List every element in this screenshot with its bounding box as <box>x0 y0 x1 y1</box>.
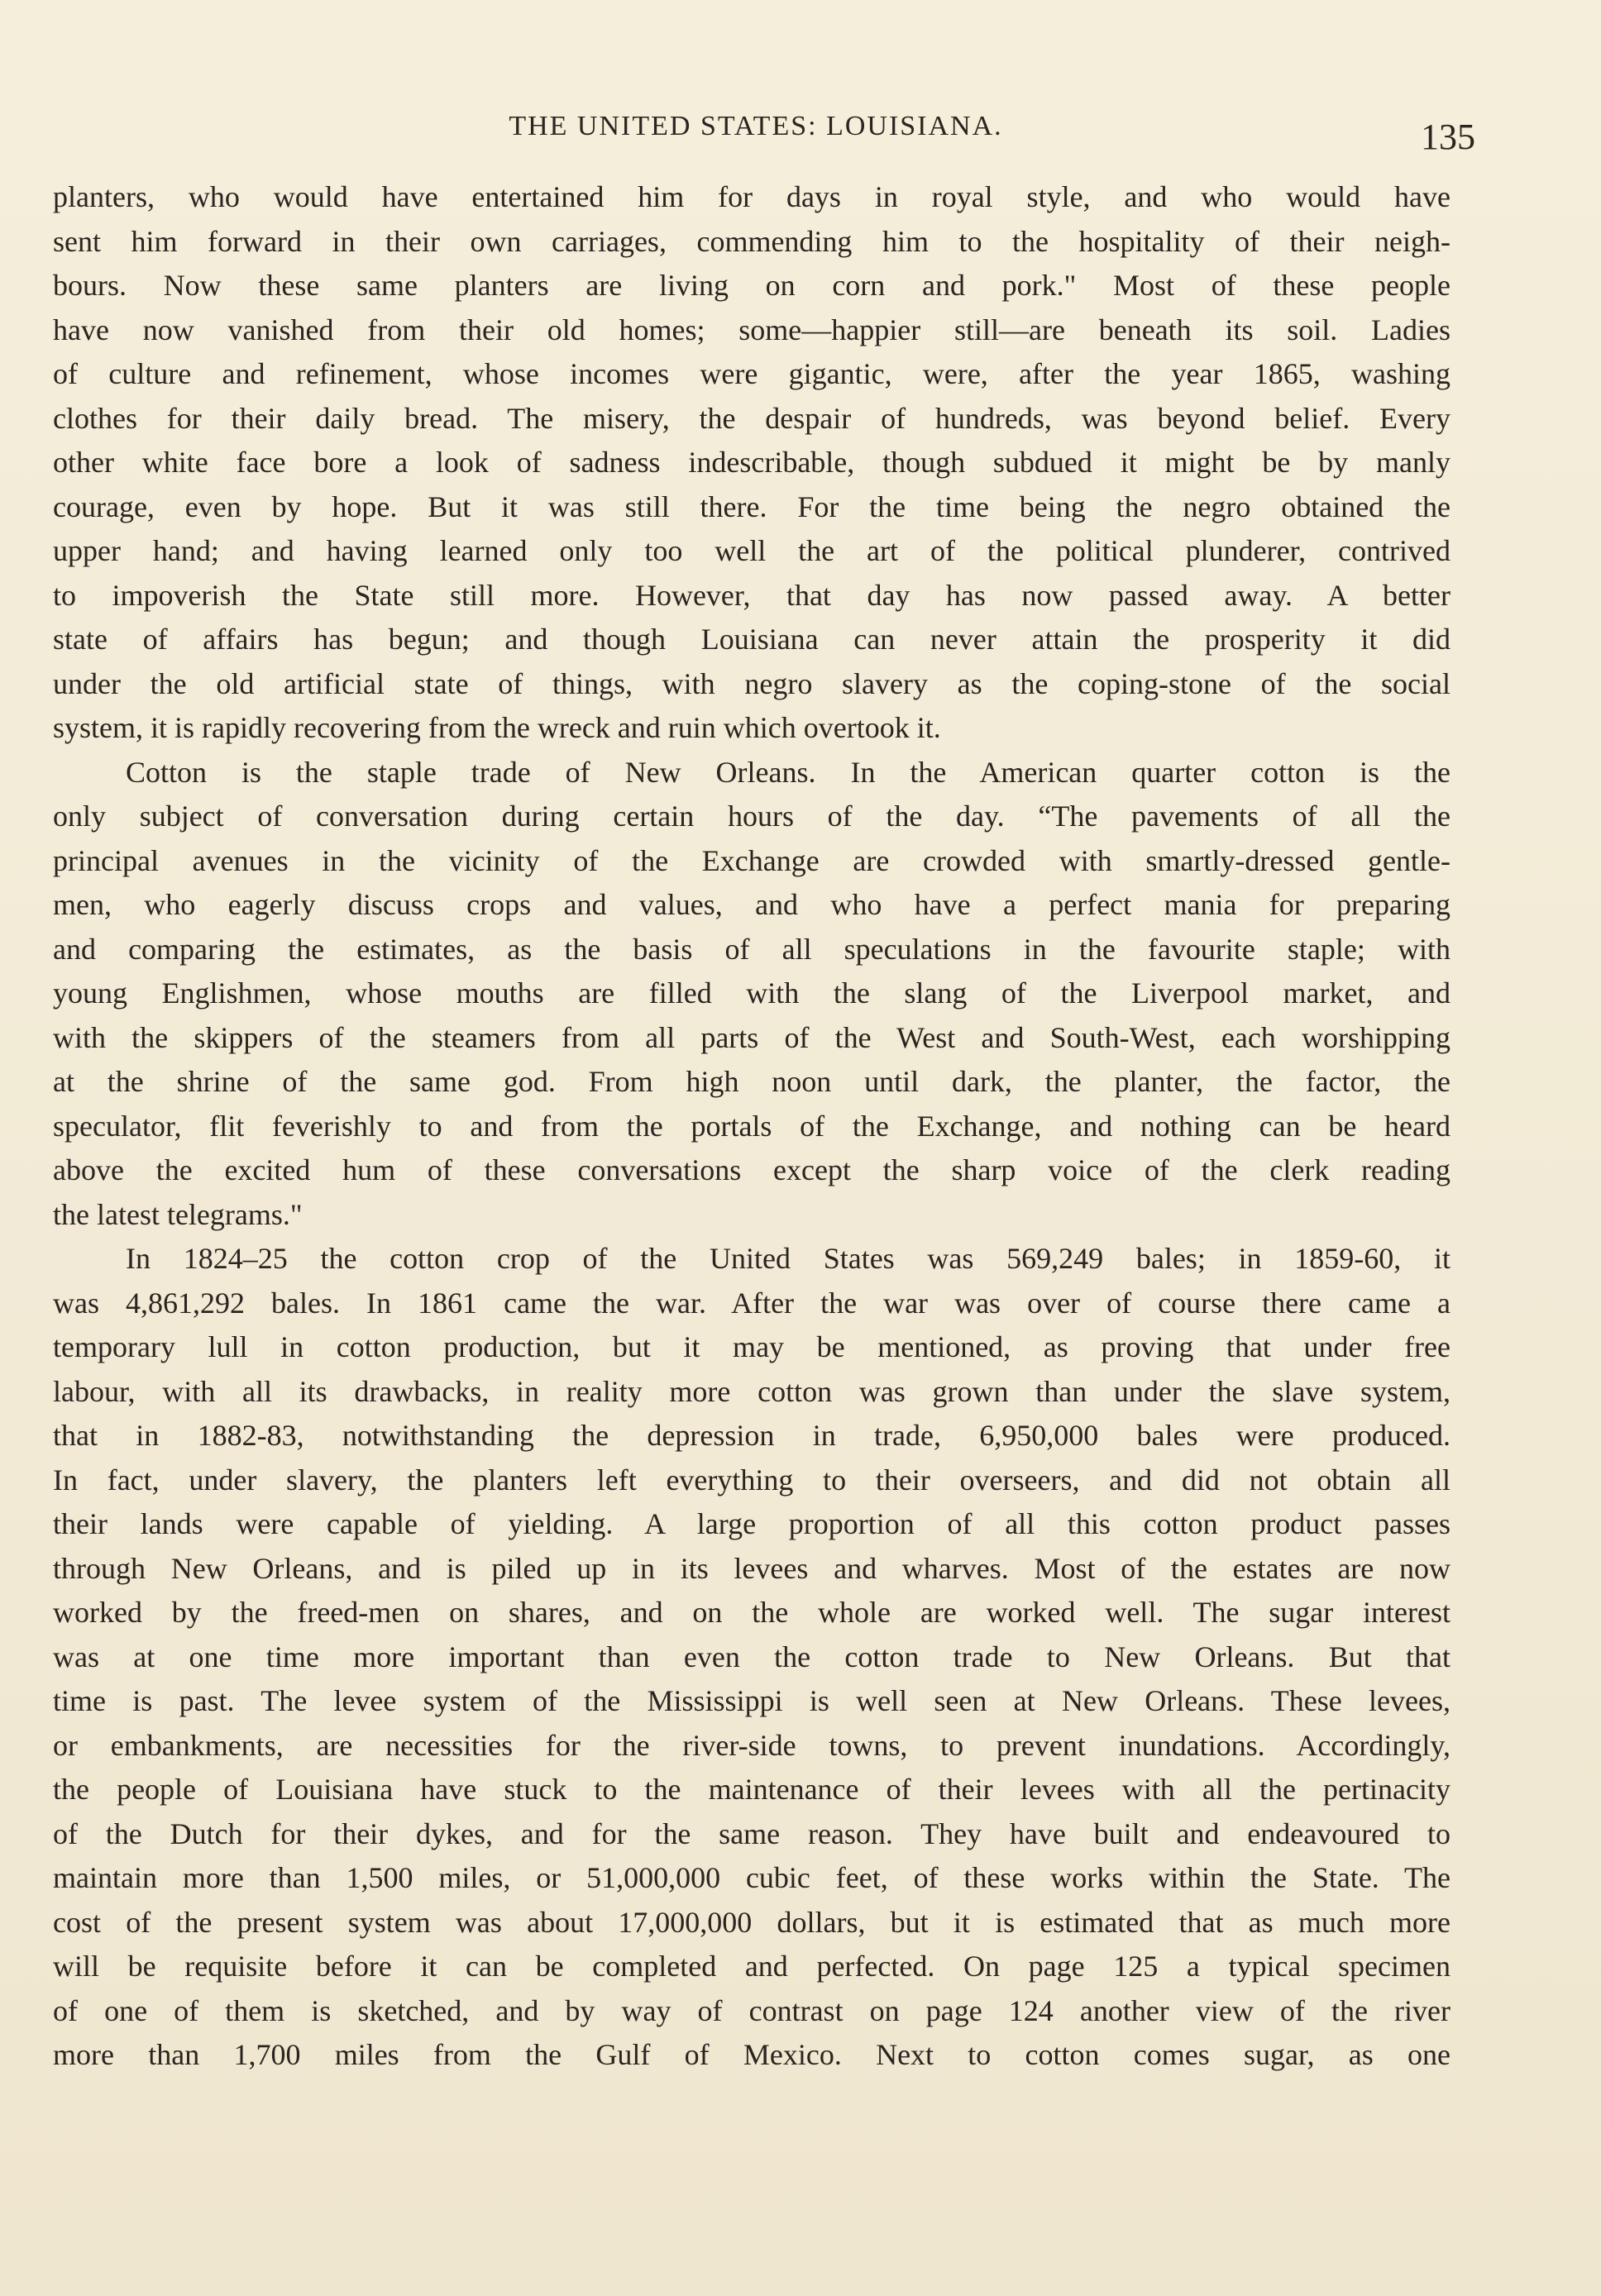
paragraph-start-line: In 1824–25 the cotton crop of the United States was 569,249 bales; in 1859-60, it <box>126 1242 1450 1275</box>
text-line: through New Orleans, and is piled up in its levees and wharves. Most of the estates are now <box>53 1551 1450 1585</box>
text-line: at the shrine of the same god. From high noon until dark, the planter, the factor, the <box>53 1065 1450 1098</box>
text-line: under the old artificial state of things, with negro slavery as the coping-stone of the social <box>53 666 1450 700</box>
text-line: above the excited hum of these conversations except the sharp voice of the clerk reading <box>53 1153 1450 1186</box>
text-line: and comparing the estimates, as the basis of all speculations in the favourite staple; with <box>53 932 1450 966</box>
text-line: with the skippers of the steamers from all parts of the West and South-West, each worshipping <box>53 1020 1450 1054</box>
text-line: other white face bore a look of sadness indescribable, though subdued it might be by manly <box>53 446 1450 479</box>
text-line: or embankments, are necessities for the river-side towns, to prevent inundations. Accordingly, <box>53 1728 1450 1762</box>
text-line: maintain more than 1,500 miles, or 51,000,000 cubic feet, of these works within the State. The <box>53 1861 1450 1894</box>
paragraph-end-line: system, it is rapidly recovering from the wreck and ruin which overtook it. <box>53 711 941 744</box>
text-line: that in 1882-83, notwithstanding the depression in trade, 6,950,000 bales were produced. <box>53 1419 1450 1452</box>
page-number: 135 <box>1421 117 1475 157</box>
text-line: have now vanished from their old homes; some—happier still—are beneath its soil. Ladies <box>53 313 1450 346</box>
body-text <box>53 175 1450 2078</box>
text-line: state of affairs has begun; and though Louisiana can never attain the prosperity it did <box>53 623 1450 656</box>
text-line: the people of Louisiana have stuck to the maintenance of their levees with all the pertinacity <box>53 1773 1450 1806</box>
text-line: courage, even by hope. But it was still there. For the time being the negro obtained the <box>53 489 1450 523</box>
text-line: of one of them is sketched, and by way of contrast on page 124 another view of the river <box>53 1993 1450 2027</box>
text-line: was at one time more important than even the cotton trade to New Orleans. But that <box>53 1640 1450 1673</box>
text-line: speculator, flit feverishly to and from the portals of the Exchange, and nothing can be heard <box>53 1109 1450 1143</box>
text-line: was 4,861,292 bales. In 1861 came the war. After the war was over of course there came a <box>53 1286 1450 1320</box>
text-line: men, who eagerly discuss crops and values, and who have a perfect mania for preparing <box>53 888 1450 921</box>
text-line: only subject of conversation during certain hours of the day. “The pavements of all the <box>53 800 1450 833</box>
text-line: cost of the present system was about 17,000,000 dollars, but it is estimated that as much more <box>53 1905 1450 1939</box>
text-line: their lands were capable of yielding. A large proportion of all this cotton product passes <box>53 1507 1450 1540</box>
running-title: THE UNITED STATES: LOUISIANA. <box>509 111 1003 141</box>
text-line: of culture and refinement, whose incomes were gigantic, were, after the year 1865, washing <box>53 357 1450 390</box>
text-line: more than 1,700 miles from the Gulf of Mexico. Next to cotton comes sugar, as one <box>53 2038 1450 2071</box>
text-line: young Englishmen, whose mouths are filled with the slang of the Liverpool market, and <box>53 976 1450 1010</box>
text-line: labour, with all its drawbacks, in reality more cotton was grown than under the slave system, <box>53 1374 1450 1408</box>
text-line: worked by the freed-men on shares, and on the whole are worked well. The sugar interest <box>53 1596 1450 1629</box>
paragraph-end-line: the latest telegrams." <box>53 1197 303 1231</box>
text-line: will be requisite before it can be completed and perfected. On page 125 a typical specimen <box>53 1950 1450 1983</box>
text-line: temporary lull in cotton production, but it may be mentioned, as proving that under free <box>53 1330 1450 1363</box>
text-line: to impoverish the State still more. However, that day has now passed away. A better <box>53 578 1450 612</box>
text-line: time is past. The levee system of the Mississippi is well seen at New Orleans. These levees, <box>53 1684 1450 1717</box>
paragraph-start-line: Cotton is the staple trade of New Orleans. In the American quarter cotton is the <box>126 755 1450 789</box>
text-line: planters, who would have entertained him for days in royal style, and who would have <box>53 180 1450 213</box>
text-line: bours. Now these same planters are living on corn and pork." Most of these people <box>53 269 1450 302</box>
text-line: clothes for their daily bread. The misery, the despair of hundreds, was beyond belief. Every <box>53 401 1450 435</box>
running-head <box>53 107 1475 157</box>
text-line: principal avenues in the vicinity of the Exchange are crowded with smartly-dressed gentle- <box>53 843 1450 877</box>
text-line: In fact, under slavery, the planters left everything to their overseers, and did not obtain all <box>53 1463 1450 1496</box>
text-line: of the Dutch for their dykes, and for the same reason. They have built and endeavoured to <box>53 1816 1450 1850</box>
text-line: sent him forward in their own carriages, commending him to the hospitality of their neigh- <box>53 224 1450 258</box>
text-line: upper hand; and having learned only too well the art of the political plunderer, contrived <box>53 534 1450 567</box>
